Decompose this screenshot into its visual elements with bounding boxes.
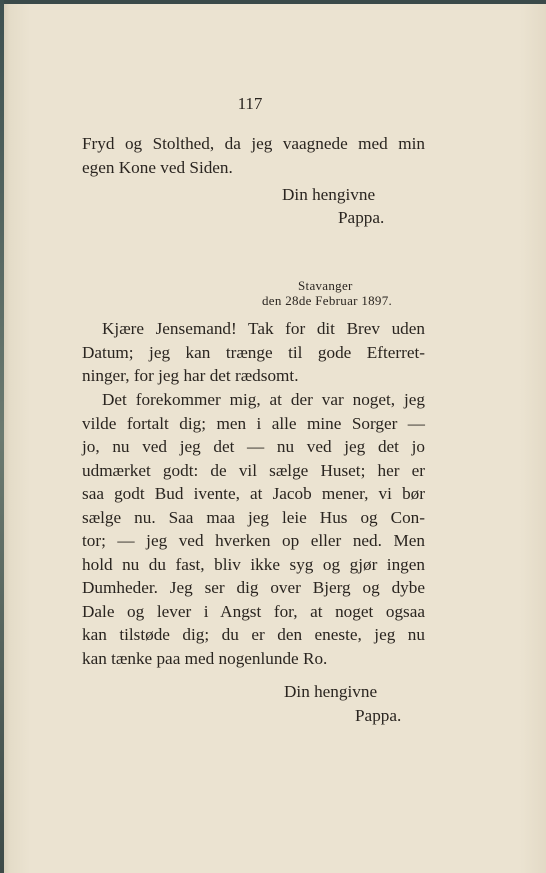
signature-closing: Din hengivne: [284, 682, 378, 701]
page-number: 117: [237, 94, 263, 113]
text-line: sælge nu. Saa maa jeg leie Hus og Con-: [82, 507, 425, 527]
page-top-edge: [0, 0, 546, 4]
text-line: ninger, for jeg har det rædsomt.: [82, 366, 299, 385]
text-line: Dale og lever i Angst for, at noget ogsaa: [82, 601, 425, 621]
letter-place: Stavanger: [298, 278, 353, 293]
book-spine-edge: [0, 0, 4, 873]
first-block: [82, 132, 425, 179]
signature-closing: Din hengivne: [282, 185, 376, 204]
signature-name: Pappa.: [338, 208, 385, 227]
text-line: kan tilstøde dig; du er den eneste, jeg nu: [82, 625, 425, 644]
text-line: jo, nu ved jeg det — nu ved jeg det jo: [82, 437, 425, 456]
text-line: Fryd og Stolthed, da jeg vaagnede med min: [82, 134, 425, 153]
text-line: Det forekommer mig, at der var noget, jeg: [102, 390, 425, 409]
text-line: Dumheder. Jeg ser dig over Bjerg og dybe: [82, 578, 425, 597]
text-line: udmærket godt: de vil sælge Huset; her er: [82, 460, 425, 480]
paragraph-1: [82, 317, 425, 388]
text-line: Kjære Jensemand! Tak for dit Brev uden: [102, 319, 425, 338]
text-line: kan tænke paa med nogenlunde Ro.: [82, 648, 328, 668]
signature-name: Pappa.: [355, 706, 402, 725]
text-line: vilde fortalt dig; men i alle mine Sorger —: [82, 413, 425, 433]
text-line: Datum; jeg kan trænge til gode Efterret-: [82, 342, 425, 362]
text-line: egen Kone ved Siden.: [82, 157, 233, 177]
text-line: saa godt Bud ivente, at Jacob mener, vi bør: [82, 484, 425, 503]
letter-date: den 28de Februar 1897.: [262, 293, 393, 308]
paragraph-2: [82, 388, 425, 670]
text-line: hold nu du fast, bliv ikke syg og gjør ingen: [82, 554, 425, 574]
text-line: tor; — jeg ved hverken op eller ned. Men: [82, 531, 425, 550]
